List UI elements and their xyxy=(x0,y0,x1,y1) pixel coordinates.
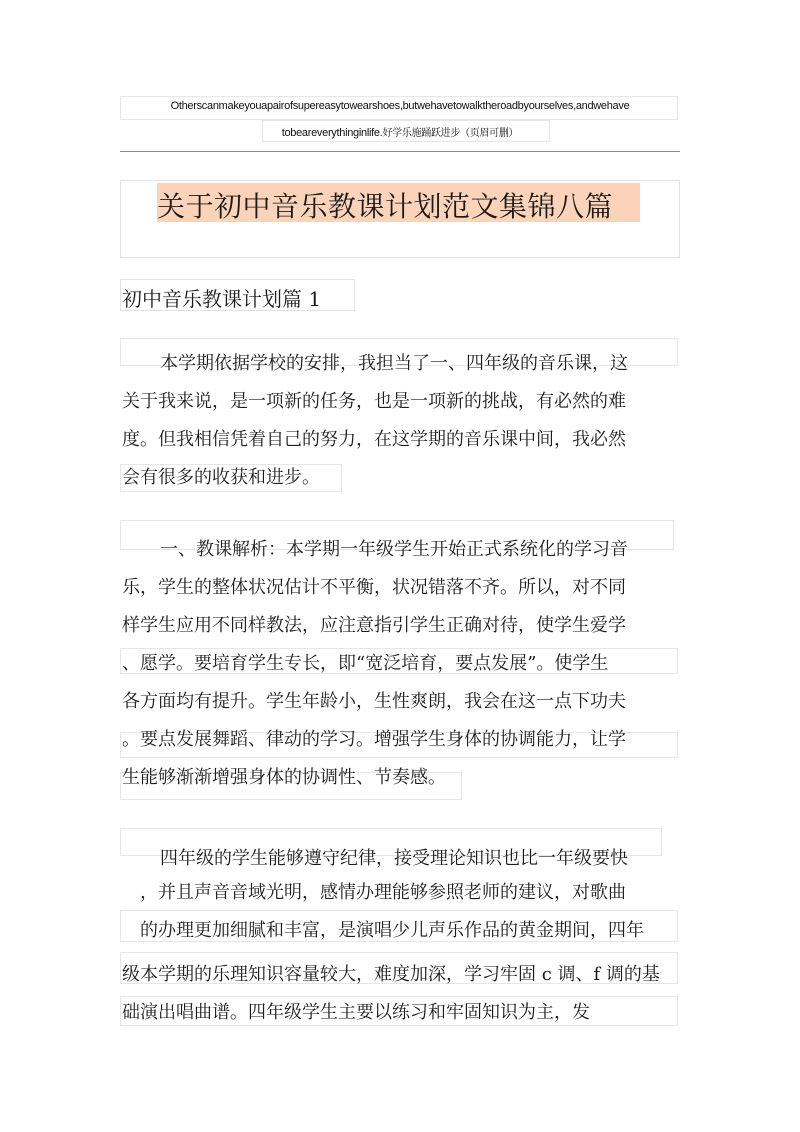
paragraph-2-line-2: 乐，学生的整体状况估计不平衡，状况错落不齐。所以，对不同 xyxy=(122,577,626,598)
paragraph-2-line-3: 样学生应用不同样教法，应注意指引学生正确对待，使学生爱学 xyxy=(122,615,626,636)
paragraph-2-line-4: 、愿学。要培育学生专长，即“宽泛培育，要点发展”。使学生 xyxy=(122,653,609,674)
paragraph-2-line-5: 各方面均有提升。学生年龄小，生性爽朗，我会在这一点下功夫 xyxy=(122,691,626,712)
paragraph-1-line-4: 会有很多的收获和进步。 xyxy=(122,467,320,488)
page-title: 关于初中音乐教课计划范文集锦八篇 xyxy=(157,190,614,223)
paragraph-2-line-6: 。要点发展舞蹈、律动的学习。增强学生身体的协调能力，让学 xyxy=(122,729,626,750)
paragraph-3-line-4: 级本学期的乐理知识容量较大，难度加深，学习牢固 c 调、f 调的基 xyxy=(122,964,660,985)
paragraph-3-line-1: 四年级的学生能够遵守纪律，接受理论知识也比一年级要快 xyxy=(160,848,628,869)
paragraph-1-line-3: 度。但我相信凭着自己的努力，在这学期的音乐课中间，我必然 xyxy=(122,429,626,450)
header-line-2 xyxy=(120,124,680,139)
header-line-2-zh: 好学乐施踊跃进步（页眉可删） xyxy=(382,128,519,139)
paragraph-3-line-2: ，并且声音音域光明，感情办理能够参照老师的建议，对歌曲 xyxy=(140,882,626,903)
header-rule xyxy=(120,151,680,152)
paragraph-3-line-5: 础演出唱曲谱。四年级学生主要以练习和牢固知识为主，发 xyxy=(122,1002,590,1023)
header-line-2-en: tobeareverythinginlife. xyxy=(281,127,383,139)
paragraph-2-line-1: 一、教课解析：本学期一年级学生开始正式系统化的学习音 xyxy=(160,539,628,560)
paragraph-1-line-2: 关于我来说，是一项新的任务，也是一项新的挑战，有必然的难 xyxy=(122,391,626,412)
section-title: 初中音乐教课计划篇 1 xyxy=(122,287,322,311)
header-line-1: Otherscanmakeyouapairofsupereasytowearshoes,butwehavetowalktheroadbyourselves,andwehave xyxy=(170,100,630,112)
paragraph-2-line-7: 生能够渐渐增强身体的协调性、节奏感。 xyxy=(122,767,446,788)
paragraph-1-line-1: 本学期依据学校的安排，我担当了一、四年级的音乐课，这 xyxy=(160,353,628,374)
paragraph-3-line-3: 的办理更加细腻和丰富，是演唱少儿声乐作品的黄金期间，四年 xyxy=(140,920,644,941)
